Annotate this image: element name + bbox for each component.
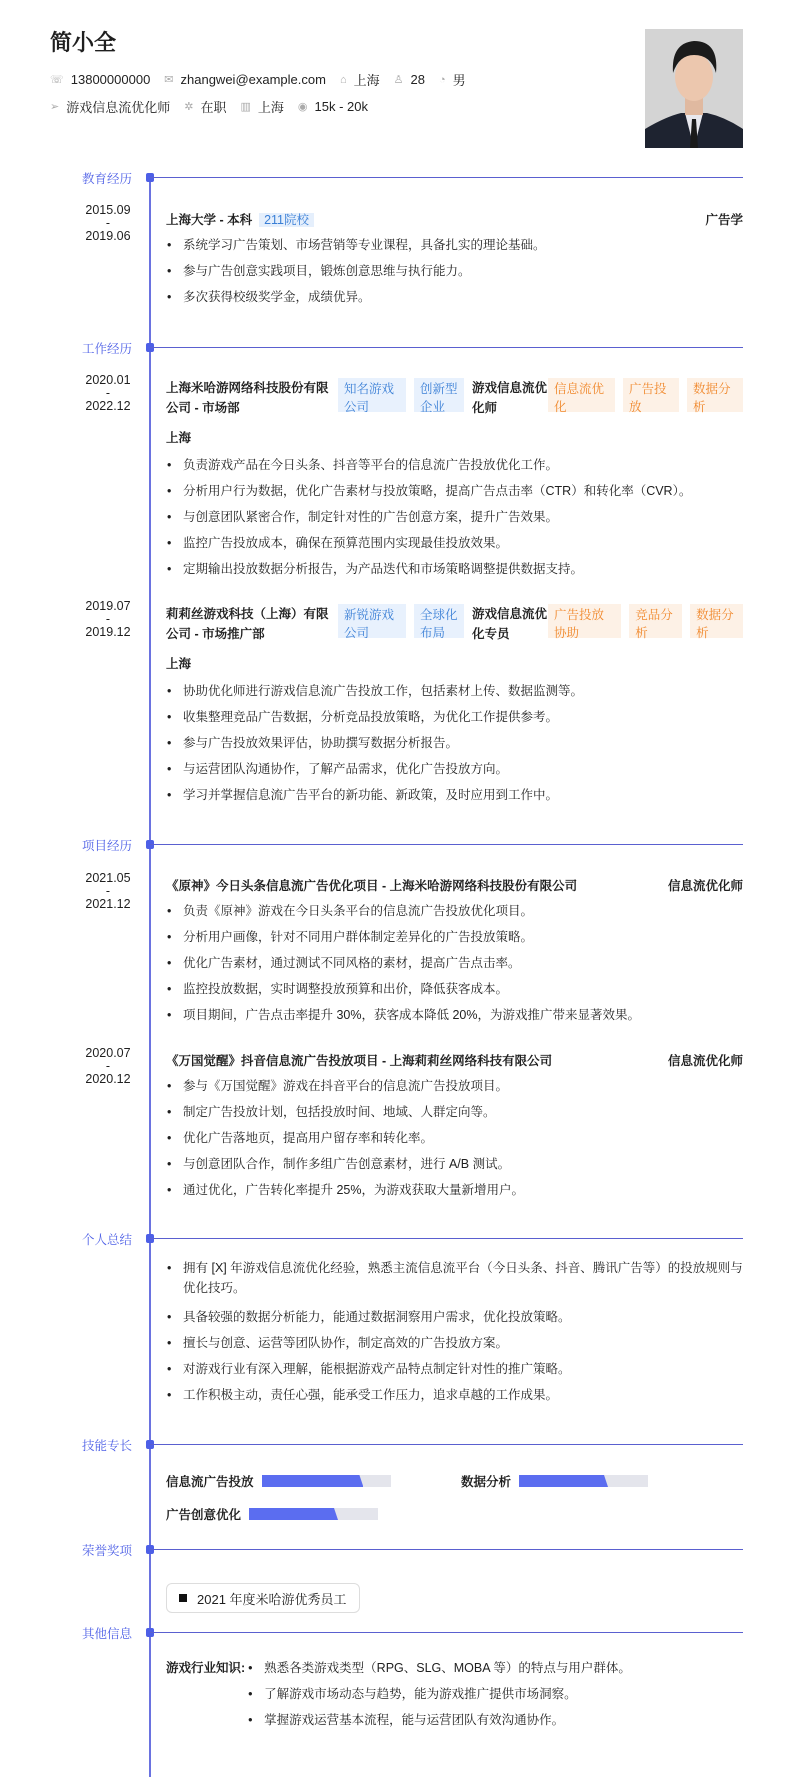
list-item: • 分析用户行为数据，优化广告素材与投放策略，提高广告点击率（CTR）和转化率（CVR）。 (166, 478, 743, 504)
major: 广告学 (705, 213, 743, 227)
section-title: 工作经历 (82, 342, 133, 356)
other-label: 游戏行业知识: (166, 1661, 246, 1675)
skill-bar-fill (249, 1508, 338, 1520)
bullet-list (247, 1655, 631, 1733)
list-item: • 多次获得校级奖学金，成绩优异。 (166, 284, 743, 310)
list-item: • 负责游戏产品在今日头条、抖音等平台的信息流广告投放优化工作。 (166, 452, 743, 478)
skill-item (166, 1505, 378, 1523)
status-icon: ✲ (184, 101, 194, 113)
skill-item (166, 1472, 391, 1490)
timeline-line (149, 177, 151, 1777)
list-item: • 优化广告落地页，提高用户留存率和转化率。 (166, 1125, 743, 1151)
list-item: • 了解游戏市场动态与趋势，能为游戏推广提供市场洞察。 (247, 1681, 631, 1707)
company-tag: 知名游戏公司 (338, 378, 406, 412)
start-date: 2021.05 (85, 871, 131, 885)
start-date: 2020.01 (85, 373, 131, 387)
bullet-list (166, 1258, 743, 1408)
phone-icon: ☏ (50, 74, 64, 86)
date-separator: - (105, 216, 111, 230)
age-icon: ♙ (393, 74, 404, 86)
home-icon: ⌂ (339, 73, 347, 86)
age: 28 (410, 72, 425, 87)
section-skills (0, 1439, 794, 1458)
skill-bar (262, 1475, 391, 1487)
skill-tag: 数据分析 (687, 378, 743, 412)
send-icon: ➢ (50, 101, 60, 113)
list-item: • 通过优化，广告转化率提升 25%，为游戏获取大量新增用户。 (166, 1177, 743, 1203)
end-date: 2020.12 (85, 1072, 131, 1086)
list-item: • 与运营团队沟通协作，了解产品需求，优化广告投放方向。 (166, 756, 743, 782)
end-date: 2021.12 (85, 897, 131, 911)
contact-row (50, 70, 480, 89)
candidate-name: 简小全 (50, 30, 117, 55)
divider (150, 347, 743, 348)
divider (150, 1238, 743, 1239)
list-item: • 项目期间，广告点击率提升 30%，获客成本降低 20%，为游戏推广带来显著效果。 (166, 1002, 743, 1028)
target-city: 上海 (257, 100, 284, 115)
skill-bar-fill (262, 1475, 364, 1487)
section-title: 技能专长 (82, 1439, 133, 1453)
start-date: 2015.09 (85, 203, 131, 217)
section-other (0, 1627, 794, 1646)
profile-photo (645, 29, 743, 148)
divider (150, 177, 743, 178)
list-item: • 分析用户画像，针对不同用户群体制定差异化的广告投放策略。 (166, 924, 743, 950)
date-range (82, 204, 134, 243)
location: 上海 (353, 73, 380, 88)
skill-bar (519, 1475, 648, 1487)
list-item: • 优化广告素材，通过测试不同风格的素材，提高广告点击率。 (166, 950, 743, 976)
skill-bar-fill (519, 1475, 608, 1487)
list-item: • 学习并掌握信息流广告平台的新功能、新政策，及时应用到工作中。 (166, 782, 743, 808)
project-role: 信息流优化师 (667, 879, 743, 893)
list-item: • 与创意团队紧密合作，制定针对性的广告创意方案，提升广告效果。 (166, 504, 743, 530)
list-item: • 具备较强的数据分析能力，能通过数据洞察用户需求，优化投放策略。 (166, 1304, 743, 1330)
company: 上海米哈游网络科技股份有限公司 - 市场部 (166, 381, 329, 415)
skill-name: 信息流广告投放 (166, 1475, 254, 1489)
section-work (0, 342, 794, 361)
target-position: 游戏信息流优化师 (66, 100, 171, 115)
project-name: 《原神》今日头条信息流广告优化项目 - 上海米哈游网络科技股份有限公司 (166, 879, 578, 893)
date-range (82, 600, 134, 639)
bullet-list (166, 678, 743, 808)
project-role: 信息流优化师 (667, 1054, 743, 1068)
skill-name: 广告创意优化 (166, 1508, 242, 1522)
gender-icon: ◔ (438, 73, 446, 86)
work-city: 上海 (166, 657, 192, 671)
company-tag: 创新型企业 (414, 378, 464, 412)
job-intent-row (50, 97, 382, 116)
date-separator: - (105, 386, 111, 400)
divider (150, 844, 743, 845)
list-item: • 协助优化师进行游戏信息流广告投放工作，包括素材上传、数据监测等。 (166, 678, 743, 704)
list-item: • 熟悉各类游戏类型（RPG、SLG、MOBA 等）的特点与用户群体。 (247, 1655, 631, 1681)
list-item: • 系统学习广告策划、市场营销等专业课程，具备扎实的理论基础。 (166, 232, 743, 258)
list-item: • 参与广告创意实践项目，锻炼创意思维与执行能力。 (166, 258, 743, 284)
gender: 男 (452, 73, 466, 88)
list-item: • 拥有 [X] 年游戏信息流优化经验，熟悉主流信息流平台（今日头条、抖音、腾讯广告等）的投放规则与优化技巧。 (166, 1258, 743, 1304)
school-tag: 211院校 (259, 213, 314, 227)
building-icon: ▥ (240, 101, 251, 113)
list-item: • 参与《万国觉醒》游戏在抖音平台的信息流广告投放项目。 (166, 1073, 743, 1099)
award-badge (166, 1583, 360, 1613)
start-date: 2020.07 (85, 1046, 131, 1060)
job-status: 在职 (200, 100, 227, 115)
date-range (82, 374, 134, 413)
list-item: • 与创意团队合作，制作多组广告创意素材，进行 A/B 测试。 (166, 1151, 743, 1177)
list-item: • 参与广告投放效果评估，协助撰写数据分析报告。 (166, 730, 743, 756)
start-date: 2019.07 (85, 599, 131, 613)
list-item: • 监控投放数据，实时调整投放预算和出价，降低获客成本。 (166, 976, 743, 1002)
bullet-list (166, 898, 743, 1028)
skill-bar (249, 1508, 378, 1520)
list-item: • 掌握游戏运营基本流程，能与运营团队有效沟通协作。 (247, 1707, 631, 1733)
section-projects (0, 839, 794, 858)
list-item: • 负责《原神》游戏在今日头条平台的信息流广告投放优化项目。 (166, 898, 743, 924)
skill-tag: 信息流优化 (548, 378, 615, 412)
email[interactable]: zhangwei@example.com (180, 72, 326, 87)
skill-item (461, 1472, 648, 1490)
expected-salary: 15k - 20k (314, 99, 368, 114)
mail-icon: ✉ (164, 74, 174, 86)
list-item: • 擅长与创意、运营等团队协作，制定高效的广告投放方案。 (166, 1330, 743, 1356)
bullet-list (166, 452, 743, 582)
skill-tag: 广告投放 (623, 378, 679, 412)
end-date: 2019.12 (85, 625, 131, 639)
date-separator: - (105, 1059, 111, 1073)
school: 上海大学 - 本科 (166, 213, 253, 227)
section-title: 教育经历 (82, 172, 133, 186)
section-education (0, 172, 794, 191)
section-title: 其他信息 (82, 1627, 133, 1641)
section-title: 荣誉奖项 (82, 1544, 133, 1558)
job-title: 游戏信息流优化专员 (472, 607, 548, 641)
end-date: 2022.12 (85, 399, 131, 413)
date-range (82, 872, 134, 911)
skill-name: 数据分析 (461, 1475, 512, 1489)
divider (150, 1632, 743, 1633)
work-city: 上海 (166, 431, 192, 445)
list-item: • 收集整理竞品广告数据，分析竞品投放策略，为优化工作提供参考。 (166, 704, 743, 730)
date-range (82, 1047, 134, 1086)
section-summary (0, 1233, 794, 1252)
date-separator: - (105, 612, 111, 626)
company-tag: 全球化布局 (414, 604, 464, 638)
divider (150, 1444, 743, 1445)
end-date: 2019.06 (85, 229, 131, 243)
company-tag: 新锐游戏公司 (338, 604, 406, 638)
section-title: 个人总结 (82, 1233, 133, 1247)
job-title: 游戏信息流优化师 (472, 381, 548, 415)
company: 莉莉丝游戏科技（上海）有限公司 - 市场推广部 (166, 607, 329, 641)
list-item: • 对游戏行业有深入理解，能根据游戏产品特点制定针对性的推广策略。 (166, 1356, 743, 1382)
list-item: • 制定广告投放计划，包括投放时间、地域、人群定向等。 (166, 1099, 743, 1125)
section-awards (0, 1544, 794, 1563)
bullet-list (166, 232, 743, 310)
skill-tag: 竞品分析 (629, 604, 682, 638)
list-item: • 工作积极主动，责任心强，能承受工作压力，追求卓越的工作成果。 (166, 1382, 743, 1408)
list-item: • 监控广告投放成本，确保在预算范围内实现最佳投放效果。 (166, 530, 743, 556)
section-title: 项目经历 (82, 839, 133, 853)
project-name: 《万国觉醒》抖音信息流广告投放项目 - 上海莉莉丝网络科技有限公司 (166, 1054, 553, 1068)
phone: 13800000000 (70, 72, 151, 87)
bullet-list (166, 1073, 743, 1203)
salary-icon: ◉ (297, 101, 308, 113)
square-icon (179, 1594, 187, 1602)
list-item: • 定期输出投放数据分析报告，为产品迭代和市场策略调整提供数据支持。 (166, 556, 743, 582)
date-separator: - (105, 884, 111, 898)
award-text: 2021 年度米哈游优秀员工 (197, 1591, 347, 1607)
skill-tag: 数据分析 (690, 604, 743, 638)
divider (150, 1549, 743, 1550)
skill-tag: 广告投放协助 (548, 604, 621, 638)
